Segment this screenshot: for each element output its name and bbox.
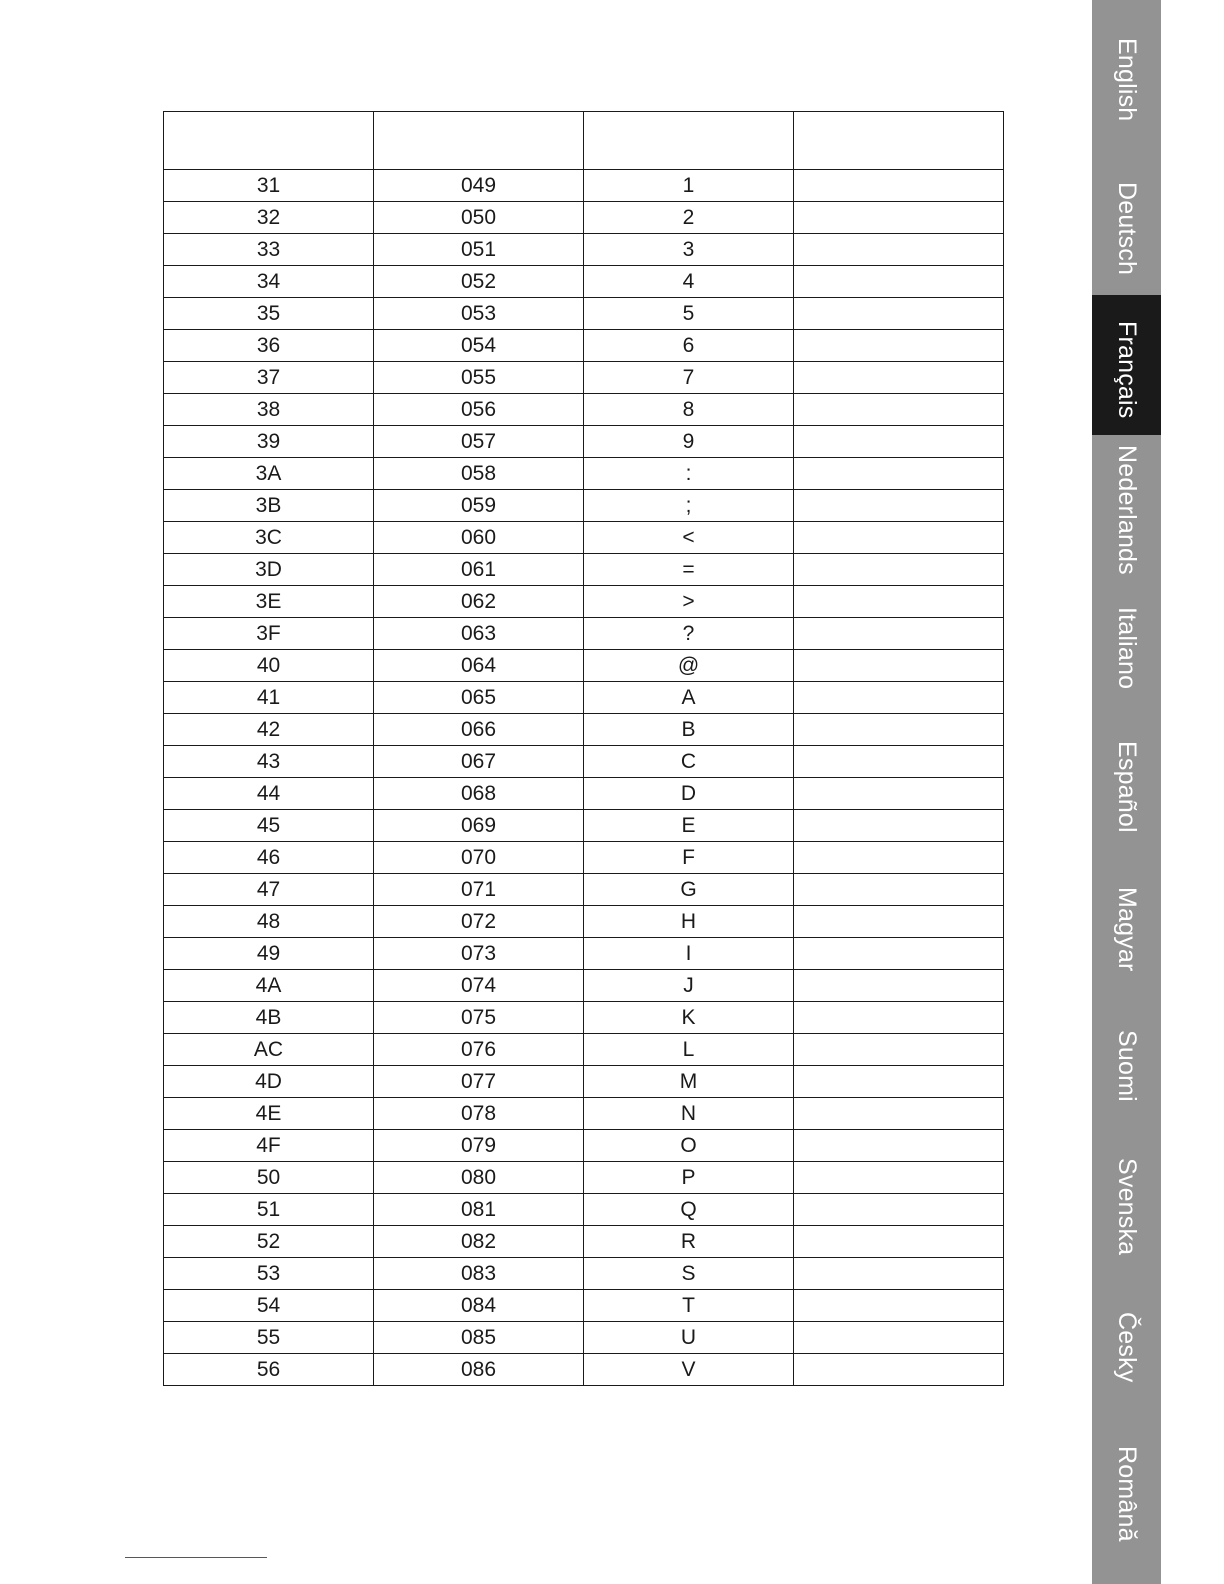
language-tab-nederlands[interactable]: [1092, 435, 1161, 575]
language-tab-label: Italiano: [1113, 607, 1141, 690]
cell-hex: 33: [164, 234, 374, 266]
cell-extra: [794, 1130, 1004, 1162]
table-row: [164, 394, 1004, 426]
cell-decimal: 062: [374, 586, 584, 618]
table-row: [164, 746, 1004, 778]
table-row: [164, 490, 1004, 522]
cell-hex: 34: [164, 266, 374, 298]
cell-character: B: [584, 714, 794, 746]
table-row: [164, 298, 1004, 330]
table-row: [164, 202, 1004, 234]
language-tab-svenska[interactable]: [1092, 1138, 1161, 1278]
table-row: [164, 1194, 1004, 1226]
table-row: [164, 682, 1004, 714]
table-row: [164, 554, 1004, 586]
table-row: [164, 938, 1004, 970]
table-body: [164, 170, 1004, 1386]
cell-decimal: 053: [374, 298, 584, 330]
cell-hex: 56: [164, 1354, 374, 1386]
table-row: [164, 362, 1004, 394]
table-row: [164, 874, 1004, 906]
cell-hex: 50: [164, 1162, 374, 1194]
cell-extra: [794, 394, 1004, 426]
cell-character: @: [584, 650, 794, 682]
cell-extra: [794, 1290, 1004, 1322]
table-row: [164, 1226, 1004, 1258]
cell-decimal: 075: [374, 1002, 584, 1034]
cell-character: ?: [584, 618, 794, 650]
cell-extra: [794, 458, 1004, 490]
table-row: [164, 778, 1004, 810]
cell-decimal: 052: [374, 266, 584, 298]
cell-hex: 31: [164, 170, 374, 202]
cell-extra: [794, 778, 1004, 810]
table-row: [164, 1066, 1004, 1098]
cell-character: 3: [584, 234, 794, 266]
cell-hex: 35: [164, 298, 374, 330]
cell-extra: [794, 1162, 1004, 1194]
language-tab-label: Magyar: [1113, 887, 1141, 972]
cell-character: 2: [584, 202, 794, 234]
cell-extra: [794, 1354, 1004, 1386]
table-row: [164, 1354, 1004, 1386]
cell-hex: 44: [164, 778, 374, 810]
language-tab-english[interactable]: [1092, 0, 1161, 140]
table-row: [164, 1290, 1004, 1322]
cell-decimal: 078: [374, 1098, 584, 1130]
cell-character: I: [584, 938, 794, 970]
language-tab-label: Nederlands: [1113, 445, 1141, 575]
cell-extra: [794, 490, 1004, 522]
table-row: [164, 970, 1004, 1002]
cell-decimal: 076: [374, 1034, 584, 1066]
cell-hex: 3B: [164, 490, 374, 522]
cell-decimal: 051: [374, 234, 584, 266]
table-row: [164, 234, 1004, 266]
cell-extra: [794, 362, 1004, 394]
cell-hex: AC: [164, 1034, 374, 1066]
cell-hex: 32: [164, 202, 374, 234]
language-tab-label: Deutsch: [1113, 182, 1141, 276]
cell-extra: [794, 170, 1004, 202]
cell-character: S: [584, 1258, 794, 1290]
cell-character: =: [584, 554, 794, 586]
cell-hex: 37: [164, 362, 374, 394]
cell-extra: [794, 330, 1004, 362]
cell-hex: 55: [164, 1322, 374, 1354]
cell-extra: [794, 1002, 1004, 1034]
cell-character: N: [584, 1098, 794, 1130]
cell-decimal: 082: [374, 1226, 584, 1258]
cell-hex: 3A: [164, 458, 374, 490]
table-row: [164, 1002, 1004, 1034]
cell-hex: 3E: [164, 586, 374, 618]
cell-hex: 36: [164, 330, 374, 362]
cell-decimal: 072: [374, 906, 584, 938]
cell-decimal: 056: [374, 394, 584, 426]
language-tab-romana[interactable]: [1092, 1420, 1161, 1584]
cell-extra: [794, 970, 1004, 1002]
cell-extra: [794, 554, 1004, 586]
cell-hex: 4E: [164, 1098, 374, 1130]
cell-character: O: [584, 1130, 794, 1162]
cell-character: M: [584, 1066, 794, 1098]
cell-hex: 48: [164, 906, 374, 938]
table-row: [164, 906, 1004, 938]
cell-extra: [794, 1194, 1004, 1226]
cell-extra: [794, 746, 1004, 778]
cell-decimal: 070: [374, 842, 584, 874]
cell-hex: 46: [164, 842, 374, 874]
language-tab-deutsch[interactable]: [1092, 148, 1161, 288]
table-row: [164, 522, 1004, 554]
cell-hex: 3D: [164, 554, 374, 586]
cell-decimal: 049: [374, 170, 584, 202]
cell-decimal: 086: [374, 1354, 584, 1386]
table-row: [164, 1034, 1004, 1066]
cell-decimal: 083: [374, 1258, 584, 1290]
cell-decimal: 079: [374, 1130, 584, 1162]
table-row: [164, 458, 1004, 490]
language-tab-label: Suomi: [1113, 1030, 1141, 1102]
cell-hex: 49: [164, 938, 374, 970]
cell-extra: [794, 874, 1004, 906]
cell-character: 9: [584, 426, 794, 458]
language-tab-label: English: [1113, 38, 1141, 122]
cell-character: A: [584, 682, 794, 714]
table-row: [164, 1162, 1004, 1194]
cell-character: 7: [584, 362, 794, 394]
cell-character: E: [584, 810, 794, 842]
cell-decimal: 057: [374, 426, 584, 458]
cell-hex: 51: [164, 1194, 374, 1226]
header-cell-extra: [794, 112, 1004, 170]
cell-decimal: 059: [374, 490, 584, 522]
cell-extra: [794, 1034, 1004, 1066]
cell-hex: 4A: [164, 970, 374, 1002]
cell-character: F: [584, 842, 794, 874]
cell-character: <: [584, 522, 794, 554]
cell-decimal: 060: [374, 522, 584, 554]
cell-hex: 3C: [164, 522, 374, 554]
cell-hex: 4D: [164, 1066, 374, 1098]
cell-decimal: 073: [374, 938, 584, 970]
cell-extra: [794, 426, 1004, 458]
table-row: [164, 330, 1004, 362]
table-row: [164, 618, 1004, 650]
header-cell-hex: [164, 112, 374, 170]
language-tab-espanol[interactable]: [1092, 715, 1161, 855]
table-header-row: [164, 112, 1004, 170]
cell-character: J: [584, 970, 794, 1002]
language-tab-label: Español: [1113, 741, 1141, 833]
cell-character: 5: [584, 298, 794, 330]
cell-hex: 42: [164, 714, 374, 746]
cell-extra: [794, 714, 1004, 746]
cell-extra: [794, 1322, 1004, 1354]
cell-extra: [794, 234, 1004, 266]
cell-character: 8: [584, 394, 794, 426]
cell-decimal: 069: [374, 810, 584, 842]
table-row: [164, 1098, 1004, 1130]
cell-character: ;: [584, 490, 794, 522]
language-tab-label: Svenska: [1113, 1158, 1141, 1256]
cell-extra: [794, 202, 1004, 234]
language-tab-cesky[interactable]: [1092, 1280, 1161, 1420]
language-tab-label: Français: [1113, 321, 1141, 419]
table-row: [164, 810, 1004, 842]
cell-decimal: 064: [374, 650, 584, 682]
cell-decimal: 055: [374, 362, 584, 394]
cell-decimal: 061: [374, 554, 584, 586]
cell-extra: [794, 586, 1004, 618]
table-row: [164, 650, 1004, 682]
cell-decimal: 058: [374, 458, 584, 490]
cell-decimal: 066: [374, 714, 584, 746]
cell-decimal: 065: [374, 682, 584, 714]
cell-decimal: 085: [374, 1322, 584, 1354]
cell-character: >: [584, 586, 794, 618]
cell-decimal: 067: [374, 746, 584, 778]
cell-character: :: [584, 458, 794, 490]
cell-character: V: [584, 1354, 794, 1386]
cell-character: D: [584, 778, 794, 810]
cell-character: H: [584, 906, 794, 938]
cell-extra: [794, 906, 1004, 938]
table-row: [164, 266, 1004, 298]
language-tab-francais[interactable]: [1092, 295, 1161, 435]
cell-character: 1: [584, 170, 794, 202]
cell-hex: 45: [164, 810, 374, 842]
cell-hex: 4F: [164, 1130, 374, 1162]
header-cell-decimal: [374, 112, 584, 170]
table-row: [164, 426, 1004, 458]
cell-extra: [794, 650, 1004, 682]
cell-extra: [794, 522, 1004, 554]
cell-extra: [794, 266, 1004, 298]
language-tab-suomi[interactable]: [1092, 998, 1161, 1138]
cell-hex: 43: [164, 746, 374, 778]
cell-extra: [794, 298, 1004, 330]
cell-extra: [794, 938, 1004, 970]
cell-hex: 4B: [164, 1002, 374, 1034]
cell-decimal: 050: [374, 202, 584, 234]
cell-hex: 47: [164, 874, 374, 906]
cell-character: Q: [584, 1194, 794, 1226]
cell-extra: [794, 810, 1004, 842]
ascii-code-table: [163, 111, 1004, 1386]
cell-hex: 53: [164, 1258, 374, 1290]
table-row: [164, 1322, 1004, 1354]
language-tab-label: Česky: [1113, 1312, 1141, 1383]
cell-character: G: [584, 874, 794, 906]
footer-link-underline[interactable]: [125, 1557, 267, 1558]
language-tab-italiano[interactable]: [1092, 575, 1161, 715]
table-row: [164, 714, 1004, 746]
cell-extra: [794, 1066, 1004, 1098]
cell-hex: 39: [164, 426, 374, 458]
language-tab-magyar[interactable]: [1092, 857, 1161, 997]
cell-decimal: 084: [374, 1290, 584, 1322]
cell-character: T: [584, 1290, 794, 1322]
cell-decimal: 077: [374, 1066, 584, 1098]
cell-hex: 54: [164, 1290, 374, 1322]
cell-character: R: [584, 1226, 794, 1258]
cell-decimal: 063: [374, 618, 584, 650]
cell-decimal: 068: [374, 778, 584, 810]
cell-extra: [794, 1226, 1004, 1258]
table-row: [164, 170, 1004, 202]
cell-character: 6: [584, 330, 794, 362]
cell-decimal: 074: [374, 970, 584, 1002]
cell-hex: 41: [164, 682, 374, 714]
cell-character: 4: [584, 266, 794, 298]
cell-hex: 3F: [164, 618, 374, 650]
language-sidebar: [1092, 0, 1161, 1584]
cell-decimal: 071: [374, 874, 584, 906]
cell-character: L: [584, 1034, 794, 1066]
header-cell-character: [584, 112, 794, 170]
cell-character: U: [584, 1322, 794, 1354]
cell-decimal: 054: [374, 330, 584, 362]
cell-hex: 40: [164, 650, 374, 682]
cell-extra: [794, 1258, 1004, 1290]
table-row: [164, 1258, 1004, 1290]
cell-extra: [794, 842, 1004, 874]
cell-character: K: [584, 1002, 794, 1034]
cell-hex: 52: [164, 1226, 374, 1258]
table-row: [164, 586, 1004, 618]
cell-decimal: 081: [374, 1194, 584, 1226]
language-tab-label: Română: [1113, 1446, 1141, 1542]
table-row: [164, 1130, 1004, 1162]
table-row: [164, 842, 1004, 874]
cell-extra: [794, 618, 1004, 650]
cell-hex: 38: [164, 394, 374, 426]
table-header: [164, 112, 1004, 170]
cell-character: P: [584, 1162, 794, 1194]
cell-character: C: [584, 746, 794, 778]
cell-extra: [794, 682, 1004, 714]
cell-extra: [794, 1098, 1004, 1130]
cell-decimal: 080: [374, 1162, 584, 1194]
